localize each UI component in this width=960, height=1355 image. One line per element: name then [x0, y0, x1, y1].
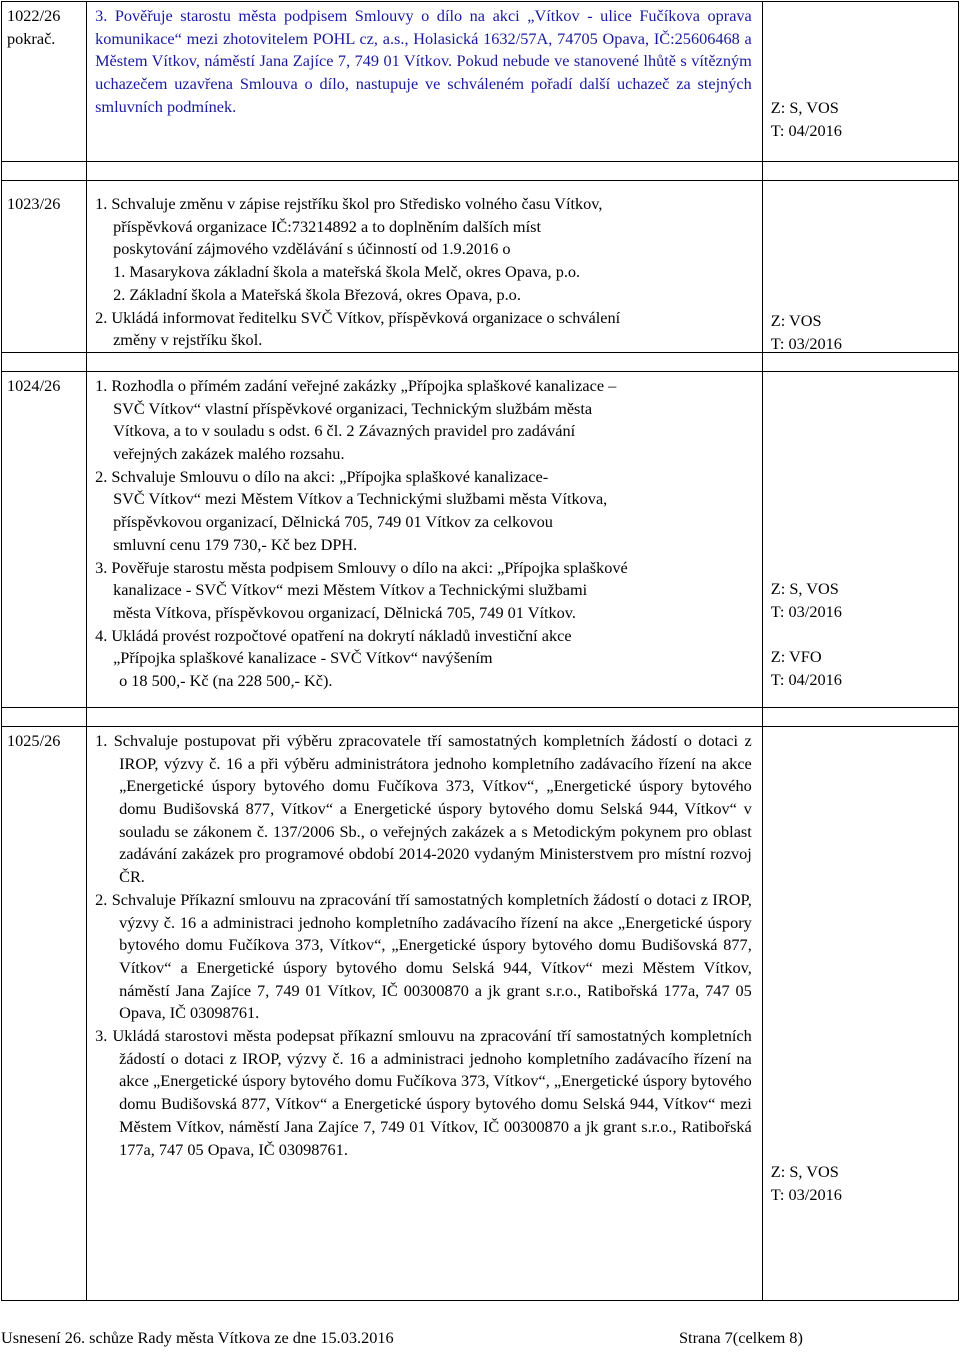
term: T: 03/2016 — [770, 333, 842, 353]
term: T: 03/2016 — [770, 1184, 842, 1204]
term: T: 04/2016 — [770, 120, 842, 140]
resolution-row-1023 — [2, 181, 959, 353]
resolution-row-1024 — [2, 371, 959, 707]
resolution-text: 1. Rozhodla o přímém zadání veřejné zakázky „Přípojka splaškové kanalizace – SVČ Vítkov“ vlastní příspěvkové organizaci, Technickým službám města Vítkova, a to v souladu s odst. 6 čl. 2 Závazných pravidel pro zadávání veřejných zakázek malého rozsahu. 2. Schvaluje Smlouvu o dílo na akci: „Přípojka splaškové kanalizace- SVČ Vítkov“ mezi Městem Vítkov a Technickými službami města Vítkova, příspěvkovou organizací, Dělnická 705, 749 01 Vítkov za celkovou smluvní cenu 179 730,- Kč bez DPH. 3. Pověřuje starostu města podpisem Smlouvy o dílo na akci: „Přípojka splaškové kanalizace - SVČ Vítkov“ mezi Městem Vítkov a Technickými službami města Vítkova, příspěvkovou organizací, Dělnická 705, 749 01 Vítkov. 4. Ukládá provést rozpočtové opatření na dokrytí nákladů investiční akce „Přípojka splaškové kanalizace - SVČ Vítkov“ navýšením o 18 500,- Kč (na 228 500,- Kč). — [87, 371, 763, 707]
resolution-row-1022 — [2, 2, 959, 162]
page-number: Strana 7(celkem 8) — [679, 1328, 803, 1347]
term: T: 04/2016 — [770, 669, 842, 689]
resolution-row-1025 — [2, 726, 959, 1300]
resolution-text — [87, 726, 763, 1300]
responsible: Z: S, VOS — [770, 98, 839, 117]
footer-title: Usnesení 26. schůze Rady města Vítkova ze dne 15.03.2016 — [1, 1328, 394, 1347]
responsible: Z: VFO — [770, 646, 822, 666]
item-3: 3. Pověřuje — [95, 6, 173, 25]
item-3: 3. Ukládá starostovi města podepsat příkazní smlouvu na zpracování tří samostatných kompletních žádostí o dotaci z IROP, výzvy č. 16 a administraci jednoho kompletního zadávacího řízení na akce „Energetické úspory bytového domu Fučíkova 373, Vítkov“, „Energetické úspory bytového domu Budišovská 877, Vítkov“ a Energetické úspory bytového domu Selská 944, Vítkov“ mezi Městem Vítkov, náměstí Jana Zajíce 7, 749 01 Vítkov, IČ 00300870 a jk grant s.r.o., Ratibořská 177a, 747 05 Opava, IČ 03098761. — [95, 1026, 752, 1159]
item-1: 1. Schvaluje postupovat při výběru zpracovatele tří samostatných kompletních žádostí o dotaci z IROP, výzvy č. 16 a při výběru administrátora jednoho kompletního zadávacího řízení na akce „Energetické úspory bytového domu Fučíkova 373, Vítkov“, „Energetické úspory bytového domu Budišovská 877, Vítkov“ a Energetické úspory bytového domu Selská 944, Vítkov“ v souladu se zákonem č. 137/2006 Sb., o veřejných zakázek a s Metodickým pokynem pro oblast zadávání zakázek pro programové období 2014-2020 vydaným Ministerstvem pro místní rozvoj ČR. — [95, 730, 752, 887]
item-3-extra: Pokud nebude ve stanovené lhůtě s vítězným uchazečem uzavřena Smlouva o dílo, nastupuje ve schváleném pořadí další uchazeč za stejných smluvních podmínek. — [95, 51, 752, 116]
resolution-number: 1023/26 — [2, 181, 87, 353]
responsibility-cell — [762, 181, 958, 353]
item-2: 2. Schvaluje Příkazní smlouvu na zpracování tří samostatných kompletních žádostí o dotaci z IROP, výzvy č. 16 a administraci jednoho kompletního zadávacího řízení na akce „Energetické úspory bytového domu Fučíkova 373, Vítkov“, „Energetické úspory bytového domu Budišovská 877, Vítkov“ a Energetické úspory bytového domu Selská 944, Vítkov“ mezi Městem Vítkov, náměstí Jana Zajíce 7, 749 01 Vítkov, IČ 00300870 a jk grant s.r.o., Ratibořská 177a, 747 05 Opava, IČ 03098761. — [95, 889, 752, 1023]
resolution-text: 1. Schvaluje změnu v zápise rejstříku škol pro Středisko volného času Vítkov, příspěvková organizace IČ:73214892 a to doplněním dalších míst poskytování zájmového vzdělávání s účinností od 1.9.2016 o 1. Masarykova základní škola a mateřská škola Melč, okres Opava, p.o. 2. Základní škola a Mateřská škola Březová, okres Opava, p.o. 2. Ukládá informovat ředitelku SVČ Vítkov, příspěvková organizace o schválení změny v rejstříku škol. — [87, 181, 763, 353]
responsible: Z: VOS — [770, 311, 822, 330]
responsible: Z: S, VOS — [770, 578, 839, 598]
responsibility-cell — [762, 371, 958, 707]
responsibility-cell — [762, 2, 958, 162]
resolution-number: 1025/26 — [2, 726, 87, 1300]
resolution-number: 1024/26 — [2, 371, 87, 707]
responsible: Z: S, VOS — [770, 1161, 839, 1181]
resolution-number: 1022/26 pokrač. — [2, 2, 87, 162]
term: T: 03/2016 — [770, 601, 842, 621]
resolution-text: 3. Pověřuje starostu města podpisem Smlouvy o dílo na akci „Vítkov - ulice Fučíkova oprava komunikace“ mezi zhotovitelem POHL cz, a.s., Holasická 1632/57A, 74705 Opava, IČ:25606468 a Městem Vítkov, náměstí Jana Zajíce 7, 749 01 Vítkov. Pokud nebude ve stanovené lhůtě s vítězným uchazečem uzavřena Smlouva o dílo, nastupuje ve schváleném pořadí další uchazeč za stejných smluvních podmínek. — [87, 2, 763, 162]
resolutions-table — [1, 1, 959, 1301]
responsibility-cell — [762, 726, 958, 1300]
